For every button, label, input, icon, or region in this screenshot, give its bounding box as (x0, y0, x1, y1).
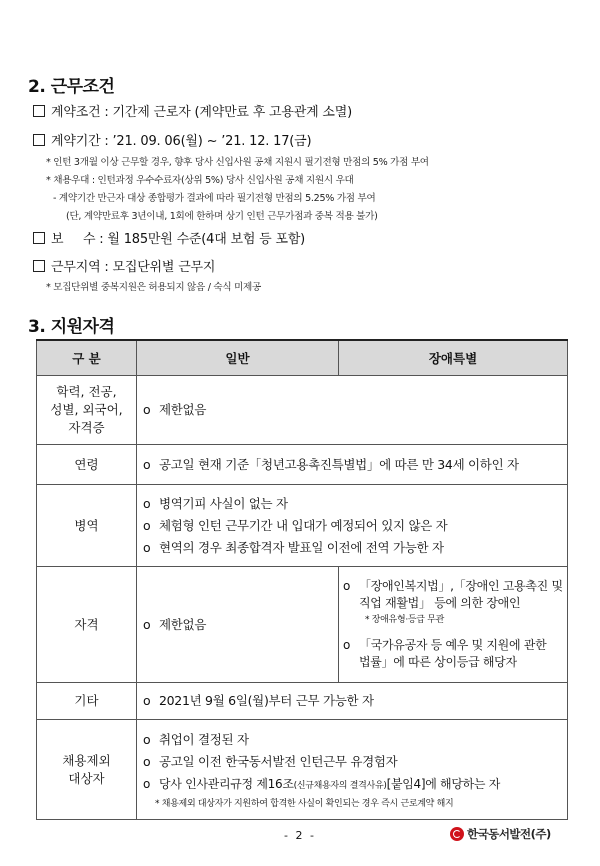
list-item: o 제한없음 (143, 616, 207, 632)
row-category-excluded: 채용제외 대상자 (37, 720, 137, 820)
work-location-line: 근무지역 : 모집단위별 근무지 (33, 256, 215, 275)
note-condition: (단, 계약만료후 3년이내, 1회에 한하며 상기 인턴 근무가점과 중복 적용 불가) (66, 211, 378, 222)
row-content-excluded (137, 720, 568, 820)
list-item: o 체험형 인턴 근무기간 내 입대가 예정되어 있지 않은 자 (143, 517, 448, 533)
list-item: o 「장애인복지법」,「장애인 고용촉진 및 (343, 579, 563, 593)
header-disabled: 장애특별 (339, 340, 568, 376)
row-category-age: 연령 (37, 445, 137, 485)
list-item: o 2021년 9월 6일(월)부터 근무 가능한 자 (143, 693, 374, 708)
table-row-age (37, 445, 568, 485)
table-row-education (37, 376, 568, 445)
row-content-qualification-general (137, 567, 339, 683)
list-item: o 취업이 결정된 자 (143, 731, 249, 747)
row-category-other: 기타 (37, 683, 137, 720)
table-row-qualification (37, 567, 568, 683)
list-item: o 공고일 현재 기준「청년고용촉진특별법」에 따른 만 34세 이하인 자 (143, 456, 519, 472)
list-item: o 「국가유공자 등 예우 및 지원에 관한 (343, 638, 547, 652)
table-row-military (37, 485, 568, 567)
row-category-qualification: 자격 (37, 567, 137, 683)
note-hiring-preference: * 채용우대 : 인턴과정 우수수료자(상위 5%) 당사 신입사원 공채 지원시 우대 (46, 175, 354, 186)
checkbox-square-icon (33, 105, 45, 117)
logo-text: 한국동서발전(주) (467, 827, 551, 841)
excluded-note: * 채용제외 대상자가 지원하여 합격한 사실이 확인되는 경우 즉시 근로계약 해지 (155, 798, 454, 809)
note-intern-bonus: * 인턴 3개월 이상 근무할 경우, 향후 당사 신입사원 공채 지원시 필기전형 만점의 5% 가점 부여 (46, 157, 429, 168)
table-row-other (37, 683, 568, 720)
row-content-education (137, 376, 568, 445)
section-title-work-conditions: 2. 근무조건 (28, 77, 115, 97)
checkbox-square-icon (33, 232, 45, 244)
list-item-continued: 법률」에 따른 상이등급 해당자 (359, 655, 517, 669)
disability-note: * 장애유형·등급 무관 (365, 615, 445, 625)
note-full-attendance: - 계약기간 만근자 대상 종합평가 결과에 따라 필기전형 만점의 5.25% 가점 부여 (53, 193, 376, 204)
salary-line: 보 수 : 월 185만원 수준(4대 보험 등 포함) (33, 228, 305, 247)
list-item: o 공고일 이전 한국동서발전 인턴근무 유경험자 (143, 753, 398, 769)
checkbox-square-icon (33, 134, 45, 146)
list-item: o 병역기피 사실이 없는 자 (143, 495, 288, 511)
table-header-row (37, 340, 568, 376)
list-item: o 제한없음 (143, 402, 207, 417)
row-content-other (137, 683, 568, 720)
contract-type-line: 계약조건 : 기간제 근로자 (계약만료 후 고용관계 소멸) (33, 101, 352, 120)
section-title-qualifications: 3. 지원자격 (28, 317, 115, 337)
qualification-table (36, 339, 568, 820)
ewp-logo-icon (450, 827, 464, 841)
row-content-military (137, 485, 568, 567)
header-category: 구 분 (37, 340, 137, 376)
list-item-continued: 직업 재활법」 등에 의한 장애인 (359, 596, 521, 610)
list-item: o 현역의 경우 최종합격자 발표일 이전에 전역 가능한 자 (143, 539, 444, 555)
list-item: o 당사 인사관리규정 제16조(신규채용자의 결격사유)[붙임4]에 해당하는 자 (143, 776, 501, 791)
table-row-excluded (37, 720, 568, 820)
note-duplicate-application: * 모집단위별 중복지원은 허용되지 않음 / 숙식 미제공 (46, 282, 261, 293)
row-content-qualification-disabled (339, 567, 568, 683)
contract-period-line: 계약기간 : ’21. 09. 06(월) ~ ’21. 12. 17(금) (33, 130, 311, 149)
header-general: 일반 (137, 340, 339, 376)
row-category-military: 병역 (37, 485, 137, 567)
row-content-age (137, 445, 568, 485)
row-category-education: 학력, 전공, 성별, 외국어, 자격증 (37, 376, 137, 445)
company-logo (450, 826, 551, 842)
checkbox-square-icon (33, 260, 45, 272)
page-number: - 2 - (284, 829, 316, 842)
